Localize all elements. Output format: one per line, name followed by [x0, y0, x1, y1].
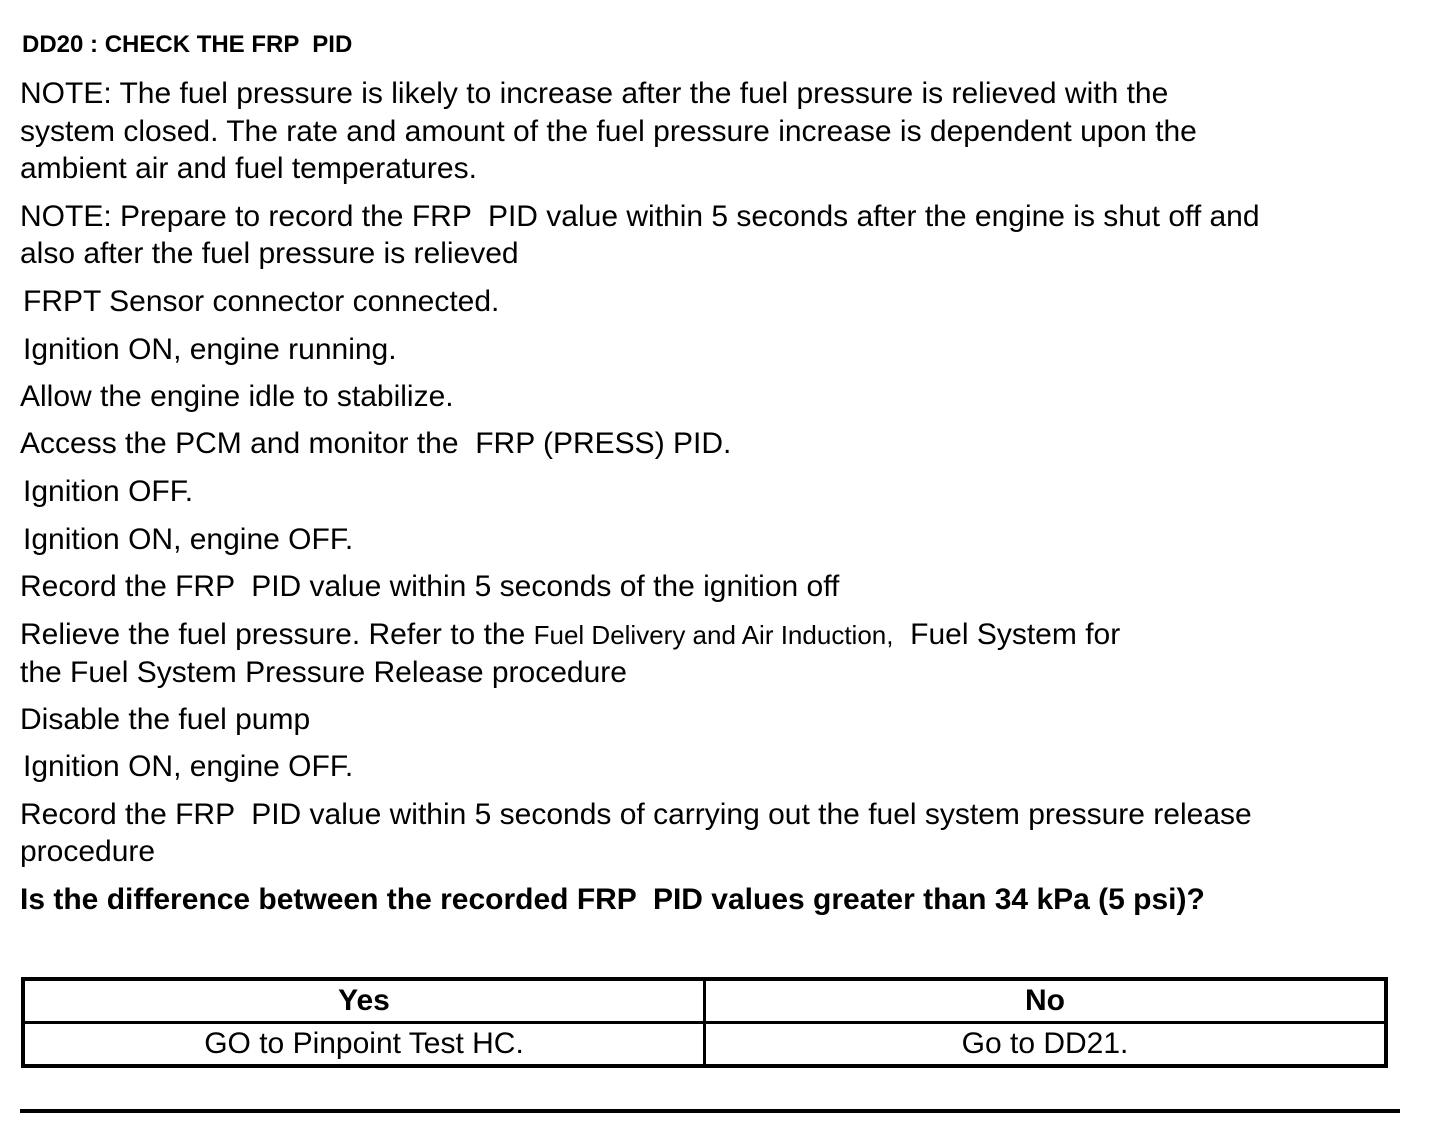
yes-header: Yes	[23, 979, 705, 1023]
step-relieve-pressure-line-2: the Fuel System Pressure Release procedure	[20, 656, 627, 689]
relieve-text: Relieve the fuel pressure. Refer to the	[20, 618, 534, 651]
fuel-delivery-reference: Fuel Delivery and Air Induction,	[533, 620, 894, 650]
step-record-frp-1: Record the FRP PID value within 5 seconds of the ignition off	[20, 570, 840, 603]
note2-line-1: NOTE: Prepare to record the FRP PID value within 5 seconds after the engine is shut off and	[20, 200, 1260, 233]
step-disable-fuel-pump: Disable the fuel pump	[20, 703, 311, 736]
step-idle-stabilize: Allow the engine idle to stabilize.	[20, 380, 454, 413]
no-action: Go to DD21.	[705, 1023, 1387, 1067]
step-ignition-on-engine-off-2: Ignition ON, engine OFF.	[23, 750, 354, 783]
note2-line-2: also after the fuel pressure is relieved	[20, 237, 519, 270]
step-relieve-pressure-line-1	[20, 616, 1120, 655]
note-line-3: ambient air and fuel temperatures.	[20, 152, 477, 185]
step-ignition-on-engine-off-1: Ignition ON, engine OFF.	[23, 523, 354, 556]
step-ignition-on-running: Ignition ON, engine running.	[23, 333, 397, 366]
no-header: No	[705, 979, 1387, 1023]
bottom-divider	[20, 1109, 1400, 1113]
question: Is the difference between the recorded FRP PID values greater than 34 kPa (5 psi)?	[20, 883, 1205, 916]
step-access-pcm: Access the PCM and monitor the FRP (PRESS) PID.	[20, 427, 732, 460]
result-table-row	[23, 1023, 1386, 1067]
note-line-1: NOTE: The fuel pressure is likely to increase after the fuel pressure is relieved with the	[20, 77, 1169, 110]
step-frpt-connected: FRPT Sensor connector connected.	[23, 285, 500, 318]
step-record-frp-2-line-1: Record the FRP PID value within 5 seconds of carrying out the fuel system pressure release	[20, 798, 1252, 831]
result-table	[21, 977, 1388, 1068]
step-record-frp-2-line-2: procedure	[20, 835, 156, 868]
step-heading: DD20 : CHECK THE FRP PID	[22, 31, 353, 58]
note-line-2: system closed. The rate and amount of the fuel pressure increase is dependent upon the	[20, 115, 1197, 148]
fuel-system-reference: Fuel System for	[893, 618, 1121, 651]
step-ignition-off: Ignition OFF.	[23, 475, 194, 508]
yes-action: GO to Pinpoint Test HC.	[23, 1023, 705, 1067]
result-table-header-row	[23, 979, 1386, 1023]
